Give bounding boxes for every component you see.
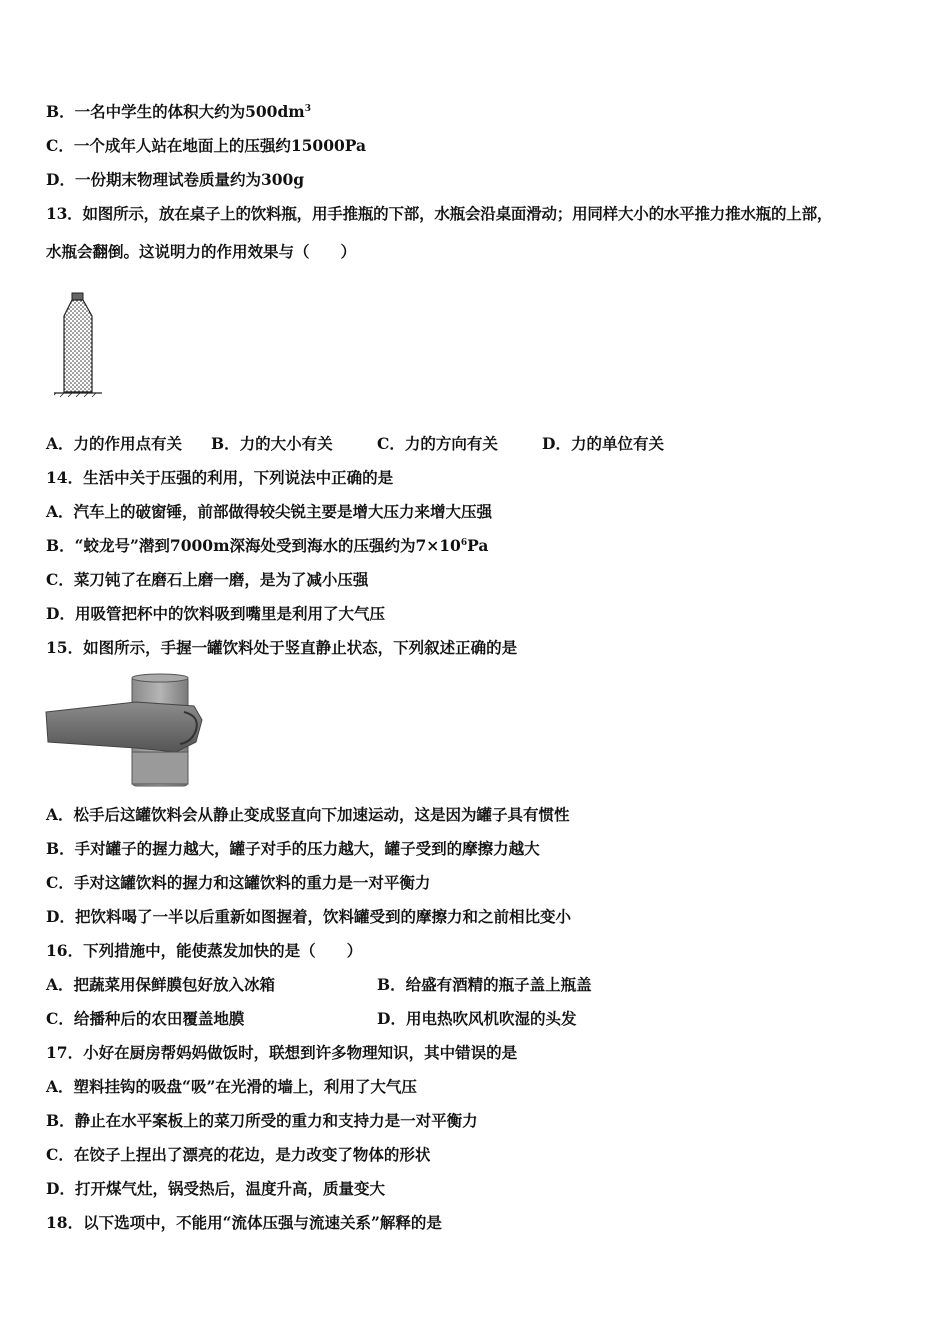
q16-option-a: A．把蔬菜用保鲜膜包好放入冰箱: [46, 975, 276, 994]
q16-options-row1: [46, 975, 926, 995]
q13-stem-line1: 13．如图所示，放在桌子上的饮料瓶，用手推瓶的下部，水瓶会沿桌面滑动；用同样大小的水平推力推水瓶的上部，: [46, 204, 833, 223]
q13-option-d: D．力的单位有关: [542, 434, 664, 453]
q12-option-b: [46, 102, 311, 122]
q16-option-b: B．给盛有酒精的瓶子盖上瓶盖: [377, 975, 592, 994]
q15-option-a: A．松手后这罐饮料会从静止变成竖直向下加速运动，这是因为罐子具有惯性: [46, 805, 570, 824]
q17-option-d: D．打开煤气灶，锅受热后，温度升高，质量变大: [46, 1179, 385, 1198]
q13-options: [46, 434, 926, 454]
q12-option-b-text: B．一名中学生的体积大约为500dm: [46, 102, 305, 121]
q17-option-a: A．塑料挂钩的吸盘“吸”在光滑的墙上，利用了大气压: [46, 1077, 417, 1096]
q14-option-b-text: B．“蛟龙号”潜到7000m深海处受到海水的压强约为7×10: [46, 536, 461, 555]
q13-stem-line2: 水瓶会翻倒。这说明力的作用效果与（ ）: [46, 242, 357, 261]
q15-option-b: B．手对罐子的握力越大，罐子对手的压力越大，罐子受到的摩擦力越大: [46, 839, 540, 858]
q17-stem: 17．小好在厨房帮妈妈做饭时，联想到许多物理知识，其中错误的是: [46, 1043, 518, 1062]
q15-option-d: D．把饮料喝了一半以后重新如图握着，饮料罐受到的摩擦力和之前相比变小: [46, 907, 571, 926]
q13-option-b: B．力的大小有关: [211, 434, 333, 453]
q17-option-b: B．静止在水平案板上的菜刀所受的重力和支持力是一对平衡力: [46, 1111, 478, 1130]
q18-stem: 18．以下选项中，不能用“流体压强与流速关系”解释的是: [46, 1213, 442, 1232]
bottle-figure: [54, 290, 104, 398]
q15-option-c: C．手对这罐饮料的握力和这罐饮料的重力是一对平衡力: [46, 873, 431, 892]
q16-stem: 16．下列措施中，能使蒸发加快的是（ ）: [46, 941, 363, 960]
q14-option-c: C．菜刀钝了在磨石上磨一磨，是为了减小压强: [46, 570, 369, 589]
q12-option-b-sup: 3: [304, 104, 311, 114]
hand-holding-can-figure: [44, 672, 206, 790]
q17-option-c: C．在饺子上捏出了漂亮的花边，是力改变了物体的形状: [46, 1145, 431, 1164]
q16-option-c: C．给播种后的农田覆盖地膜: [46, 1009, 245, 1028]
q14-option-b: [46, 536, 488, 556]
q16-options-row2: [46, 1009, 926, 1029]
q14-option-a: A．汽车上的破窗锤，前部做得较尖锐主要是增大压力来增大压强: [46, 502, 493, 521]
q16-option-d: D．用电热吹风机吹湿的头发: [377, 1009, 577, 1028]
q15-stem: 15．如图所示，手握一罐饮料处于竖直静止状态，下列叙述正确的是: [46, 638, 518, 657]
q14-option-d: D．用吸管把杯中的饮料吸到嘴里是利用了大气压: [46, 604, 385, 623]
q12-option-d: D．一份期末物理试卷质量约为300g: [46, 170, 305, 189]
q13-option-a: A．力的作用点有关: [46, 434, 183, 453]
q13-option-c: C．力的方向有关: [377, 434, 498, 453]
q14-option-b-sup: 6: [460, 538, 468, 548]
q14-option-b-unit: Pa: [467, 536, 489, 555]
q12-option-c: C．一个成年人站在地面上的压强约15000Pa: [46, 136, 367, 155]
q14-stem: 14．生活中关于压强的利用，下列说法中正确的是: [46, 468, 394, 487]
